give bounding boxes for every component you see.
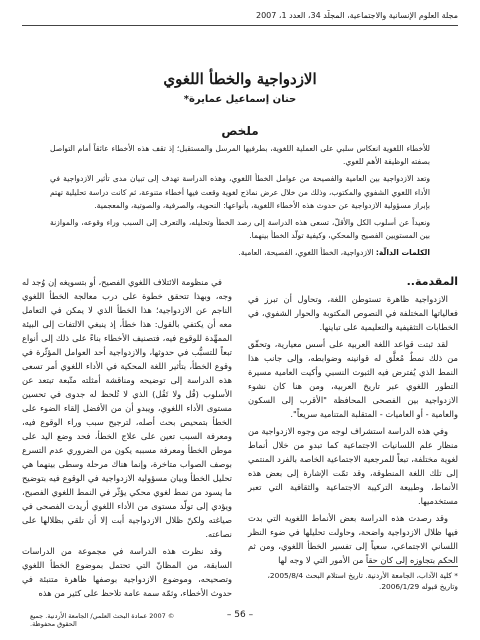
footnote <box>248 570 458 592</box>
body-paragraph: وفي هذه الدراسة استشراف لوجه من وجوه الازدواجية من منظار علم اللسانيات الاجتماعية كما تبدو من خلال أنماط لغوية مختلفة، تبعاً للمرجعية الاجتماعية الخاصة بالفرد المنتمي إلى تلك اللغة المنطوقة، وقد تمّت الإشارة إلى بعض هذه الأنماط، وطبيعة التركيبة الاجتماعية والثقافية التي تعبر مستخدميها. <box>248 426 458 506</box>
footnote-rule <box>368 566 458 567</box>
abstract-paragraph: ونعيداً عن أسلوب الكل والأقلّ، تسعى هذه الدراسة إلى رصد الخطأ وتحليله، والتعرف إلى السبب وراء وقوعه، والموازنة بين المستويين الفصيح والمحكي، وكيفية تولّد الخطأ بينهما. <box>50 218 430 241</box>
body-paragraph: وقد نظرت هذه الدراسة في مجموعة من الدراسات السابقة، من المظانّ التي تحتمل بموضوع الخطأ اللغوي وتصحيحه، وموضوع الازدواجية بوصفها ظاهرة متنبئة في حدوث الأخطاء، وثمّة سمة عامة تلاحظ على كثير من هذه <box>22 546 232 598</box>
section-heading: المقدمة.. <box>406 275 458 288</box>
abstract-heading: ملخص <box>221 124 259 138</box>
body-paragraph: الازدواجية ظاهرة تستوطن اللغة، وتحاول أن تبرز في فعالياتها المختلفة في النصوص المكتوبة والحوار الشفوي، في الخطابات التثقيفية والتعليمية على تباينها. <box>248 294 458 332</box>
abstract-paragraph: للأخطاء اللغوية انعكاس سلبي على العملية اللغوية، بطرفيها المرسل والمستقبل؛ إذ تقف هذه الأخطاء عائقاً أمام التواصل بصفته الوظيفة الأهم للغوي. <box>50 144 430 167</box>
body-paragraph: وقد رصدت هذه الدراسة بعض الأنماط اللغوية التي بدت فيها ظلال الازدواجية واضحة، وحاولت تحليلها في ضوء النظر اللساني الاجتماعي، سعياً إلى تفسير الخطأ اللغوي، ومن ثم الحكم بتجاوزه إلى كان حقاً من الأمور التي لا وجه لها <box>248 513 458 565</box>
body-column-left <box>22 275 232 603</box>
abstract-block <box>50 142 430 264</box>
body-paragraph: لقد ثبتت قواعد اللغة العربية على أسس معيارية، وتحقّق من ذلك نمطٌ مُعلَّق له قوانينه وضوابطه، وإلى جانب هذا النمط الذي يُفترض فيه الثبوت النسبي وأكيت العامية مسيرة التطور اللغوي عبر تاريخ العربية، ومن هنا كان نشوء الازدواجية بين الفصحى المحافظة "الأقرب إلى السكون والعامية - أو العاميات - المتقلبة المتنامية سريعاً". <box>248 339 458 419</box>
body-column-right <box>248 275 458 570</box>
copyright-notice: © 2007 عمادة البحث العلمي/ الجامعة الأردنية. جميع الحقوق محفوظة. <box>30 612 175 628</box>
body-paragraph: في منظومة الائتلاف اللغوي الفصيح، أو بتسويغه إن وُجد له وجه، وبهذا تتحقق خطوة على درب معالجة الخطأ اللغوي الناجم عن الازدواجية؛ هذا الخطأ الذي لا يمكن في التعامل معه أن يكتفي بالقول: هذا خطأ، إذ ينبغي الالتفات إلى البيئة الممهِّدة للوقوع فيه، فتصنيف الأخطاء بناءً على ذلك إلى أنواع تبعاً للتسبُّب في حدوثها، والازدواجية أحد العوامل المؤثّرة في وقوع الخطأ، بتأثير اللغة المحكية في الأداء اللغوي أمر تسعى هذه الدراسة إلى توضيحه ومناقشة أمثلته متّبعة تبتعد عن الأسلوب (قُل ولا تَقُل) الذي لا تُلحظ له جدوى في تحسين مستوى الأداء اللغوي، ويبدو أن من الأفضل إلقاء الضوء على الخطأ بتمحيص بحث أصله، لترجيح سبب وراء الوقوع فيه، ومعرفة السبب تعين على علاج الخطأ، فحد وضع اليد على موطن الخطأ ومعرفة مسببه يكون من الضروري عدم التسرع بوصف الصواب متاخرة، وإنما هناك مرحلة وسطى بينهما هي تحليل الخطأ وبيان مسؤولية الازدواجية في الوقوع فيه بتوضيح ما يسود من نمط لغوي محكي يؤثّر في النمط اللغوي الفصيح، ويؤدي إلى تولّد مستوى من الأداء اللغوي أريدت الفصحى في صياغته ولكنّ ظلال الازدواجية أبت إلا أن تلقي بظلالها على نصاعته. <box>22 277 232 539</box>
article-title: الازدواجية والخطأ اللغوي <box>163 70 317 88</box>
article-author: حنان إسماعيل عمايرة* <box>183 94 297 105</box>
page-number: – 56 – <box>226 610 254 620</box>
header-rule <box>22 25 458 26</box>
keywords-label: الكلمات الدالّة: <box>375 248 430 258</box>
abstract-paragraph: وتعد الازدواجية بين العامية والفصيحة من عوامل الخطأ اللغوي، وهذه الدراسة تهدف إلى تبيان مدى تأثير الازدواجية في الأداء اللغوي الشفوي والمكتوب، وذلك من خلال عرض نماذج لغوية وقعت فيها أخطاء متنوعة، ثم كانت دراسة تحليلية تهتم بإبراز مسؤولية الازدواجية عن حدوث هذه الأخطاء اللغوية، بأنواعها: النحوية، والصرفية، والصوتية، والمعجمية. <box>50 174 430 210</box>
footnote-line: وتاريخ قبوله 2006/1/29. <box>378 582 458 591</box>
footnote-line: * كلية الآداب، الجامعة الأردنية. تاريخ استلام البحث 2005/8/4، <box>267 571 458 580</box>
keywords-line <box>50 246 430 259</box>
keywords-text: الازدواجية، الخطأ اللغوي، الفصيحة، العامية. <box>238 248 374 258</box>
running-header: مجلة العلوم الإنسانية والاجتماعية، المجلّد 34، العدد 1، 2007 <box>255 11 458 20</box>
